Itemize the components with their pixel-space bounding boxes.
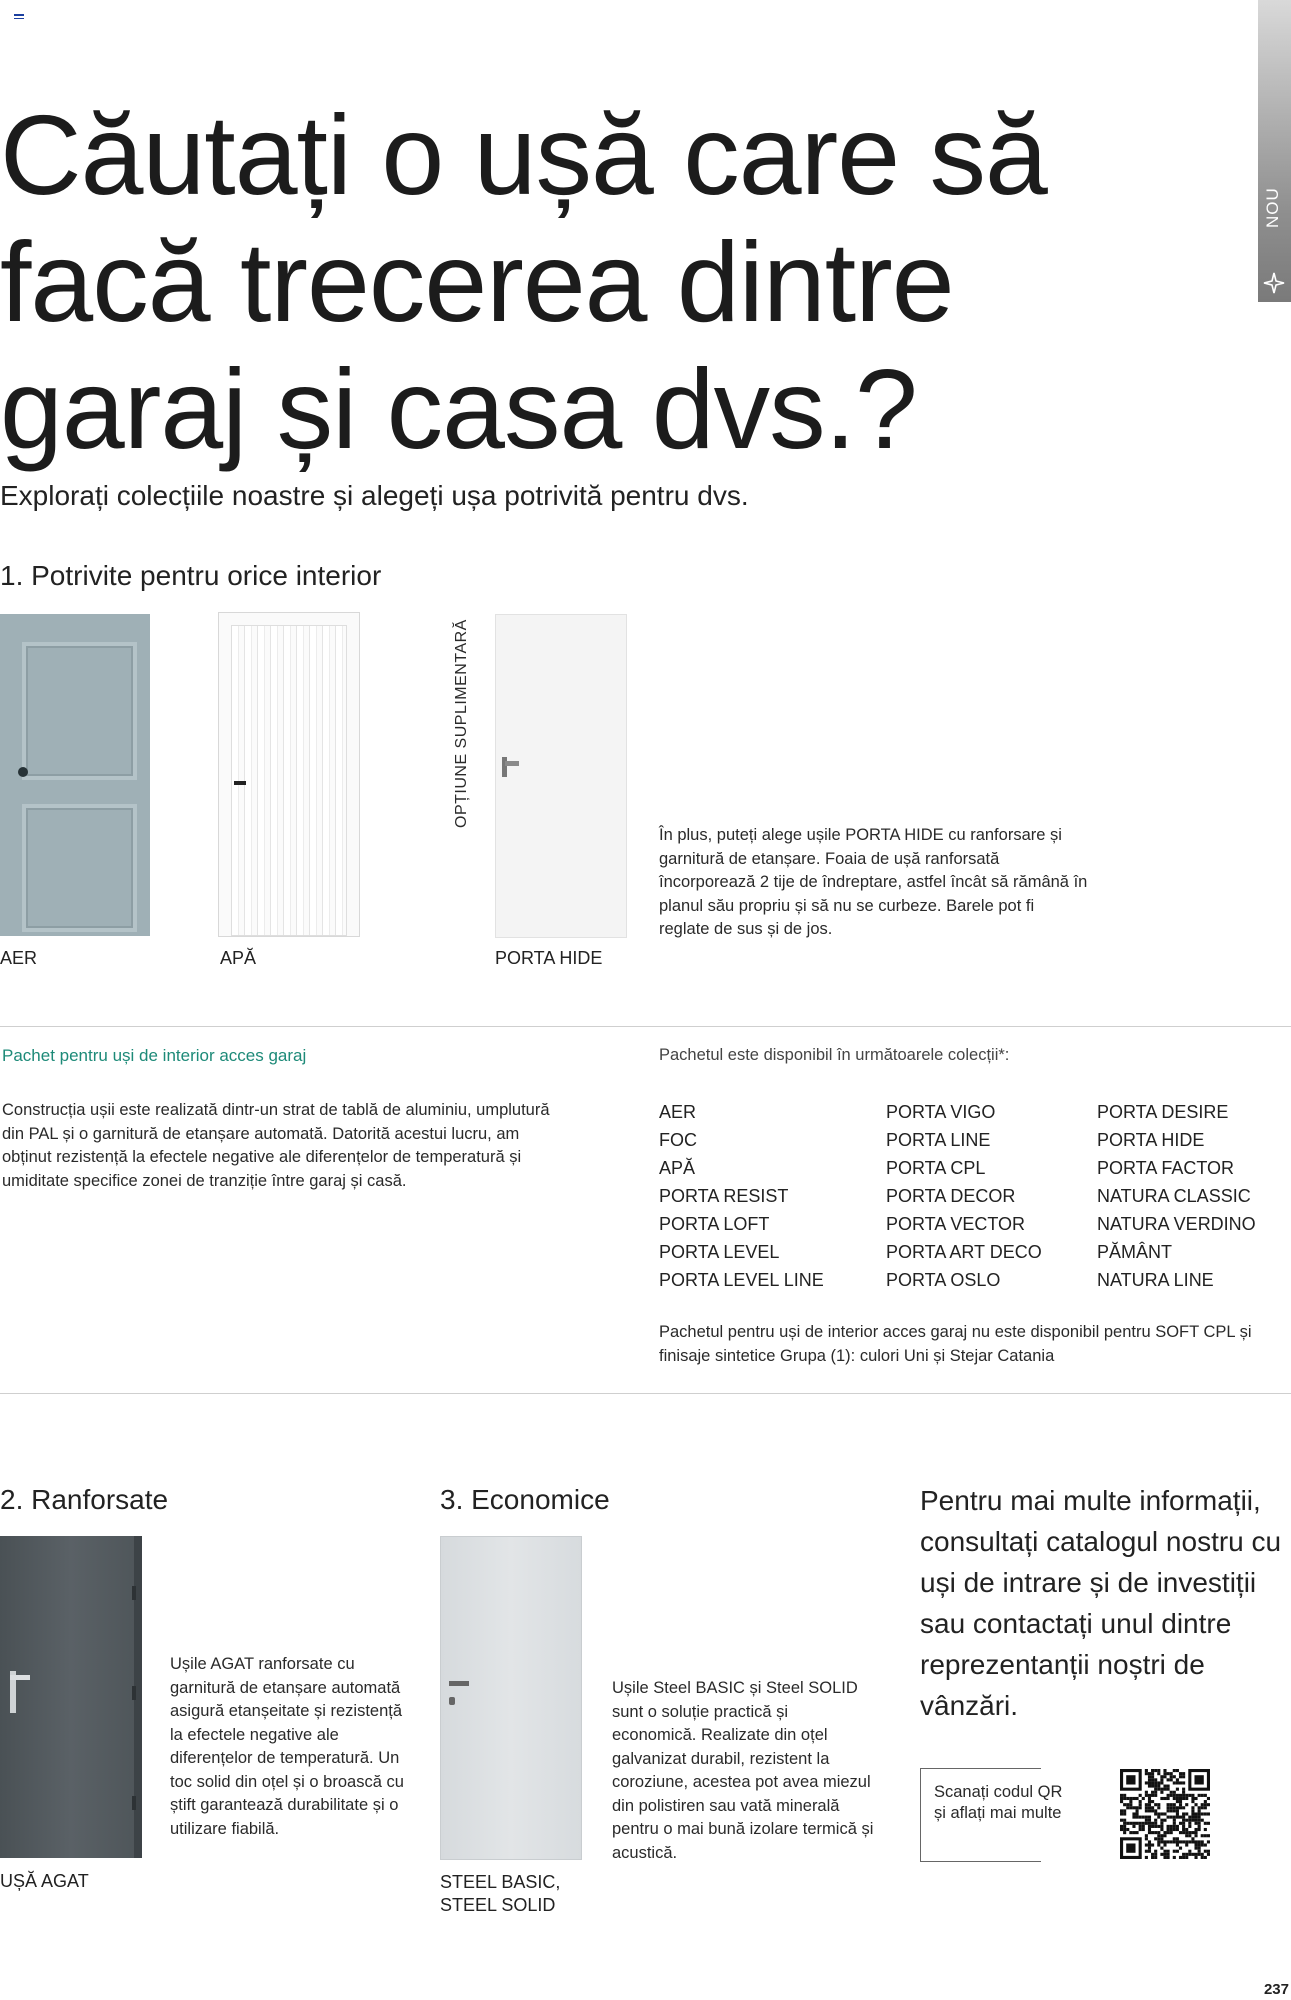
- collections-column-2: [886, 1098, 1042, 1294]
- collection-item: PORTA VIGO: [886, 1102, 996, 1122]
- divider: [0, 1026, 1291, 1027]
- collection-item: PORTA DESIRE: [1097, 1102, 1229, 1122]
- agat-description: Ușile AGAT ranforsate cu garnitură de etanșare automată asigură etanșeitate și rezistență la efectele negative ale diferențelor de temperatură. Un toc solid din oțel și o broască cu știft garantează durabilitate și o utilizare fiabilă.: [170, 1655, 404, 1838]
- door-label-aer: AER: [0, 948, 38, 968]
- collection-item: PORTA LEVEL: [659, 1242, 780, 1262]
- package-title: Pachet pentru uși de interior acces garaj: [2, 1046, 307, 1065]
- collection-item: PORTA OSLO: [886, 1270, 1001, 1290]
- collection-item: NATURA VERDINO: [1097, 1214, 1256, 1234]
- menu-icon[interactable]: [14, 14, 24, 22]
- collection-item: PORTA VECTOR: [886, 1214, 1026, 1234]
- door-agat-image: [0, 1536, 142, 1858]
- collection-item: NATURA CLASSIC: [1097, 1186, 1251, 1206]
- collection-item: PORTA LEVEL LINE: [659, 1270, 824, 1290]
- section-2-title: 2. Ranforsate: [0, 1484, 169, 1515]
- qr-caption: Scanați codul QR și aflați mai multe: [934, 1783, 1063, 1822]
- availability-note: Pachetul pentru uși de interior acces garaj nu este disponibil pentru SOFT CPL și finisaje sintetice Grupa (1): culori Uni și Stejar Catania: [659, 1323, 1252, 1365]
- contact-info-text: Pentru mai multe informații, consultați catalogul nostru cu uși de intrare și de investiții sau contactați unul dintre reprezentanții noștri de vânzări.: [920, 1485, 1282, 1721]
- collection-item: AER: [659, 1102, 697, 1122]
- collection-item: PORTA LINE: [886, 1130, 991, 1150]
- collection-item: PORTA ART DECO: [886, 1242, 1042, 1262]
- page-title: Căutați o ușă care să facă trecerea dintre garaj și casa dvs.?: [0, 92, 1047, 472]
- collection-item: FOC: [659, 1130, 697, 1150]
- collection-item: PORTA CPL: [886, 1158, 986, 1178]
- door-handle: [234, 781, 246, 785]
- door-porta-hide-image: [495, 614, 627, 938]
- door-aer-image: [0, 614, 150, 936]
- collection-item: PORTA RESIST: [659, 1186, 789, 1206]
- section-3-title: 3. Economice: [440, 1484, 610, 1515]
- collection-item: PĂMÂNT: [1097, 1242, 1173, 1262]
- available-collections-title: Pachetul este disponibil în următoarele colecții*:: [659, 1046, 1010, 1064]
- subtitle: Explorați colecțiile noastre și alegeți ușa potrivită pentru dvs.: [0, 480, 749, 511]
- collections-column-3: [1097, 1098, 1256, 1294]
- optional-label: OPȚIUNE SUPLIMENTARĂ: [453, 619, 470, 828]
- door-apa-image: [218, 612, 360, 937]
- collection-item: APĂ: [659, 1158, 696, 1178]
- qr-code[interactable]: [1120, 1769, 1210, 1859]
- steel-description: Ușile Steel BASIC și Steel SOLID sunt o soluție practică și economică. Realizate din oțel galvanizat durabil, rezistent la coroziune, acestea pot avea miezul din polistiren sau vată minerală pentru o mai bună izolare termică și acustică.: [612, 1679, 874, 1862]
- new-tab[interactable]: [1258, 0, 1291, 302]
- section-1-title: 1. Potrivite pentru orice interior: [0, 560, 382, 591]
- new-tab-label: NOU: [1263, 187, 1282, 228]
- collection-item: PORTA LOFT: [659, 1214, 770, 1234]
- collection-item: PORTA DECOR: [886, 1186, 1016, 1206]
- sparkle-icon: [1263, 272, 1285, 294]
- door-label-porta-hide: PORTA HIDE: [495, 948, 603, 968]
- collection-item: PORTA HIDE: [1097, 1130, 1205, 1150]
- door-label-apa: APĂ: [220, 948, 257, 968]
- door-label-steel: STEEL BASIC, STEEL SOLID: [440, 1872, 561, 1915]
- porta-hide-description: În plus, puteți alege ușile PORTA HIDE cu ranforsare și garnitură de etanșare. Foaia de ușă ranforsată încorporează 2 tije de îndreptare, astfel încât să rămână în planul său propriu și să nu se curbeze. Barele pot fi reglate de sus și de jos.: [659, 826, 1088, 938]
- page-number: 237: [1263, 1981, 1289, 1998]
- door-label-agat: UȘĂ AGAT: [0, 1871, 89, 1891]
- collection-item: NATURA LINE: [1097, 1270, 1214, 1290]
- collection-item: PORTA FACTOR: [1097, 1158, 1235, 1178]
- divider: [0, 1393, 1291, 1394]
- collections-column-1: [659, 1098, 824, 1294]
- door-steel-image: [440, 1536, 582, 1860]
- door-knob: [18, 767, 28, 777]
- package-description: Construcția ușii este realizată dintr-un strat de tablă de aluminiu, umplutură din PAL și o garnitură de etanșare automată. Datorită acestui lucru, am obținut rezistență la efectele negative ale diferențelor de temperatură și umiditate specifice zonei de tranziție între garaj și casă.: [2, 1101, 550, 1190]
